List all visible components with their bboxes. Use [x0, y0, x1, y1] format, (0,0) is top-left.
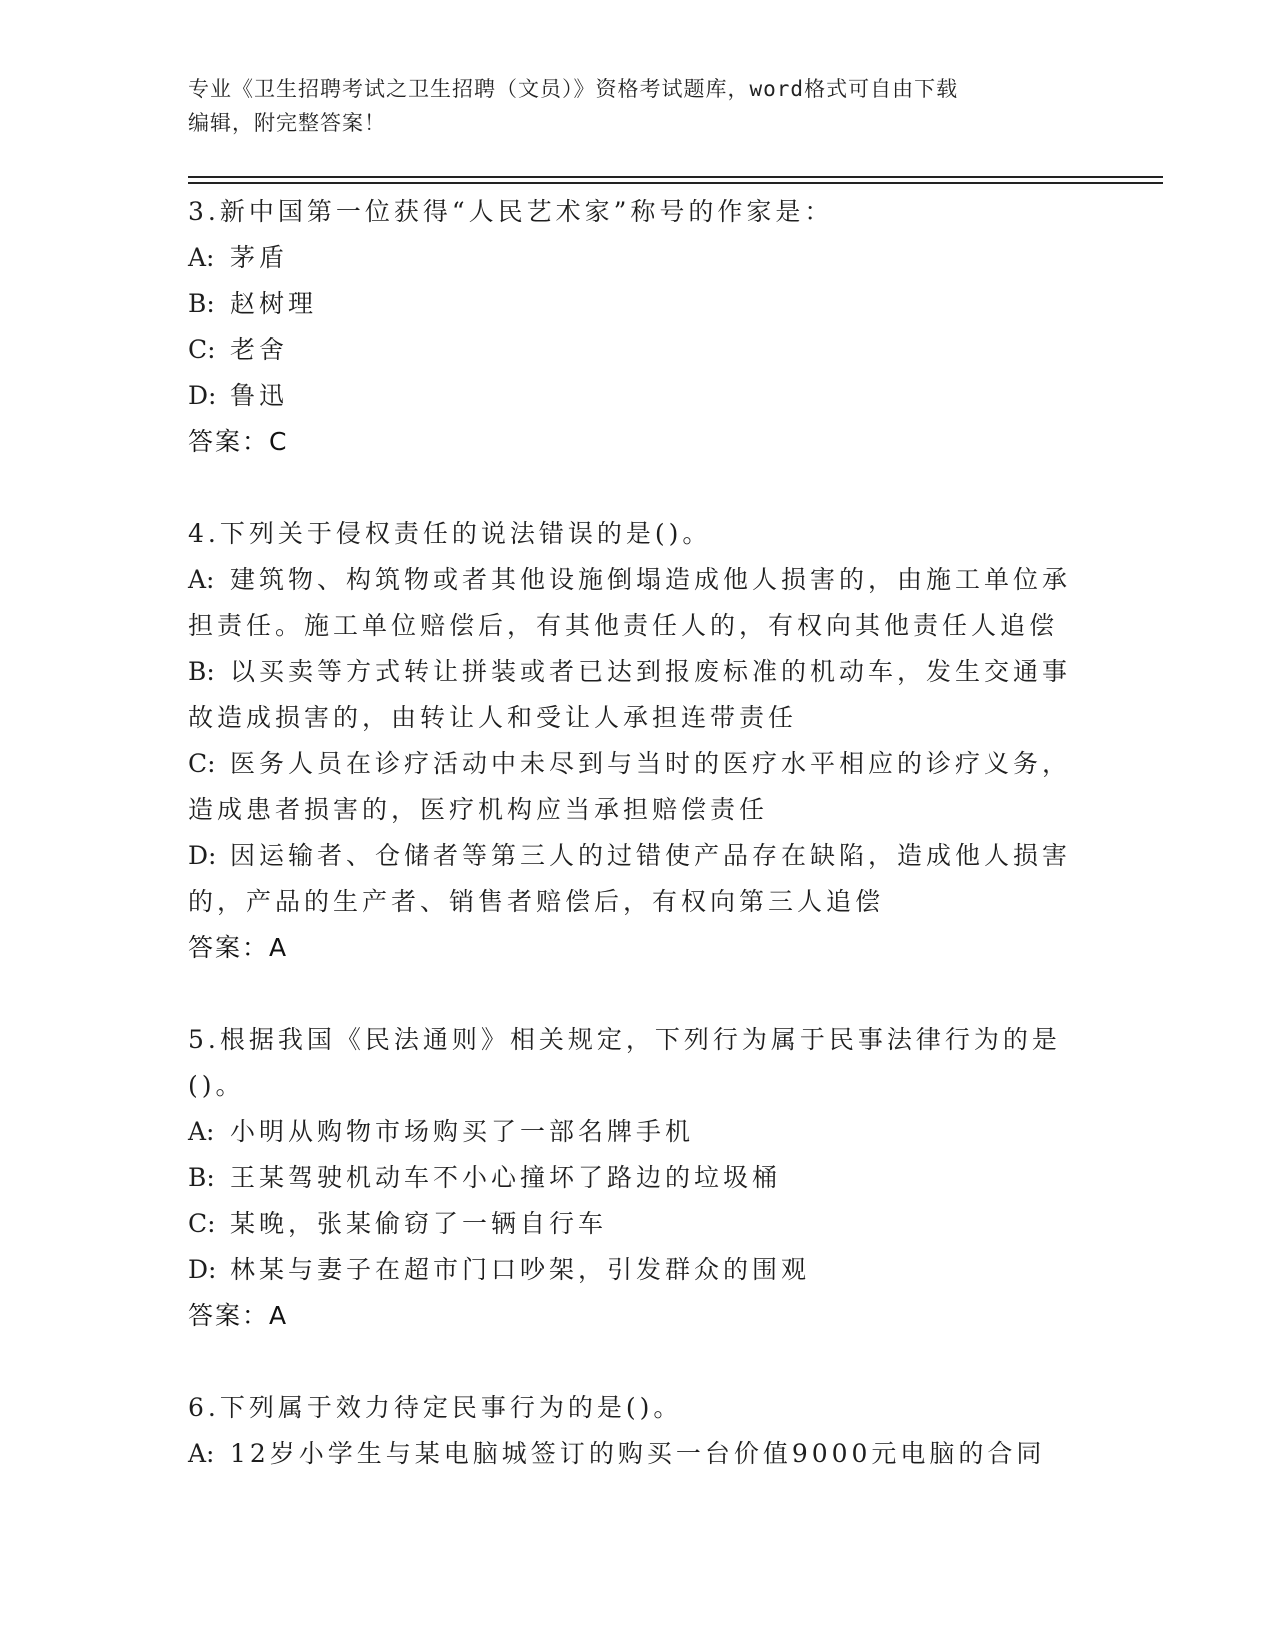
option-line	[188, 603, 1088, 649]
question-block	[188, 511, 1088, 971]
option-text: 12岁小学生与某电脑城签订的购买一台价值9000元电脑的合同	[230, 1439, 1046, 1468]
option-text: 建筑物、构筑物或者其他设施倒塌造成他人损害的，由施工单位承	[230, 565, 1072, 594]
option-line	[188, 1155, 1088, 1201]
option-label: A:	[188, 1439, 215, 1468]
option-text: 老舍	[230, 335, 289, 364]
question-spacer	[188, 971, 1088, 1017]
option-label: C:	[188, 1209, 216, 1238]
option-line	[188, 787, 1088, 833]
option-label: D:	[188, 381, 217, 410]
option-label: B:	[188, 1163, 215, 1192]
option-label: C:	[188, 335, 216, 364]
question-stem: 4.下列关于侵权责任的说法错误的是()。	[188, 519, 712, 548]
option-line	[188, 235, 1088, 281]
option-label: A:	[188, 1117, 215, 1146]
option-text: 造成患者损害的，医疗机构应当承担赔偿责任	[188, 795, 769, 824]
question-spacer	[188, 1339, 1088, 1385]
answer-line: 答案：C	[188, 427, 289, 456]
option-line	[188, 695, 1088, 741]
option-line	[188, 1201, 1088, 1247]
option-text: 医务人员在诊疗活动中未尽到与当时的医疗水平相应的诊疗义务，	[230, 749, 1072, 778]
option-text: 小明从购物市场购买了一部名牌手机	[230, 1117, 695, 1146]
answer-line: 答案：A	[188, 933, 289, 962]
option-text: 鲁迅	[230, 381, 289, 410]
option-text: 林某与妻子在超市门口吵架，引发群众的围观	[230, 1255, 811, 1284]
option-text: 某晚，张某偷窃了一辆自行车	[230, 1209, 608, 1238]
question-block	[188, 1017, 1088, 1339]
option-line	[188, 373, 1088, 419]
question-stem: ()。	[188, 1071, 245, 1100]
option-text: 担责任。施工单位赔偿后，有其他责任人的，有权向其他责任人追偿	[188, 611, 1059, 640]
option-text: 故造成损害的，由转让人和受让人承担连带责任	[188, 703, 798, 732]
option-line	[188, 879, 1088, 925]
question-block	[188, 1385, 1088, 1477]
option-line	[188, 1431, 1088, 1477]
header-divider-thin	[188, 176, 1163, 178]
option-label: D:	[188, 841, 217, 870]
option-label: D:	[188, 1255, 217, 1284]
option-text: 赵树理	[230, 289, 318, 318]
option-line	[188, 741, 1088, 787]
question-spacer	[188, 465, 1088, 511]
question-stem: 5.根据我国《民法通则》相关规定，下列行为属于民事法律行为的是	[188, 1025, 1061, 1054]
question-stem: 3.新中国第一位获得“人民艺术家”称号的作家是：	[188, 197, 834, 226]
option-label: B:	[188, 289, 215, 318]
option-text: 茅盾	[230, 243, 289, 272]
option-line	[188, 833, 1088, 879]
question-stem: 6.下列属于效力待定民事行为的是()。	[188, 1393, 683, 1422]
option-line	[188, 557, 1088, 603]
header-line-1: 专业《卫生招聘考试之卫生招聘（文员）》资格考试题库，word格式可自由下载	[188, 77, 959, 101]
option-label: C:	[188, 749, 216, 778]
option-label: B:	[188, 657, 215, 686]
option-text: 的，产品的生产者、销售者赔偿后，有权向第三人追偿	[188, 887, 885, 916]
document-header	[188, 72, 1068, 140]
option-text: 以买卖等方式转让拼装或者已达到报废标准的机动车，发生交通事	[230, 657, 1072, 686]
option-label: A:	[188, 565, 215, 594]
option-line	[188, 1109, 1088, 1155]
option-line	[188, 327, 1088, 373]
header-divider-thick	[188, 182, 1163, 184]
option-line	[188, 281, 1088, 327]
header-line-2: 编辑，附完整答案！	[188, 111, 386, 135]
question-list	[188, 189, 1088, 1477]
question-block	[188, 189, 1088, 465]
answer-line: 答案：A	[188, 1301, 289, 1330]
option-text: 王某驾驶机动车不小心撞坏了路边的垃圾桶	[230, 1163, 782, 1192]
option-line	[188, 649, 1088, 695]
option-line	[188, 1247, 1088, 1293]
option-text: 因运输者、仓储者等第三人的过错使产品存在缺陷，造成他人损害	[230, 841, 1072, 870]
option-label: A:	[188, 243, 215, 272]
